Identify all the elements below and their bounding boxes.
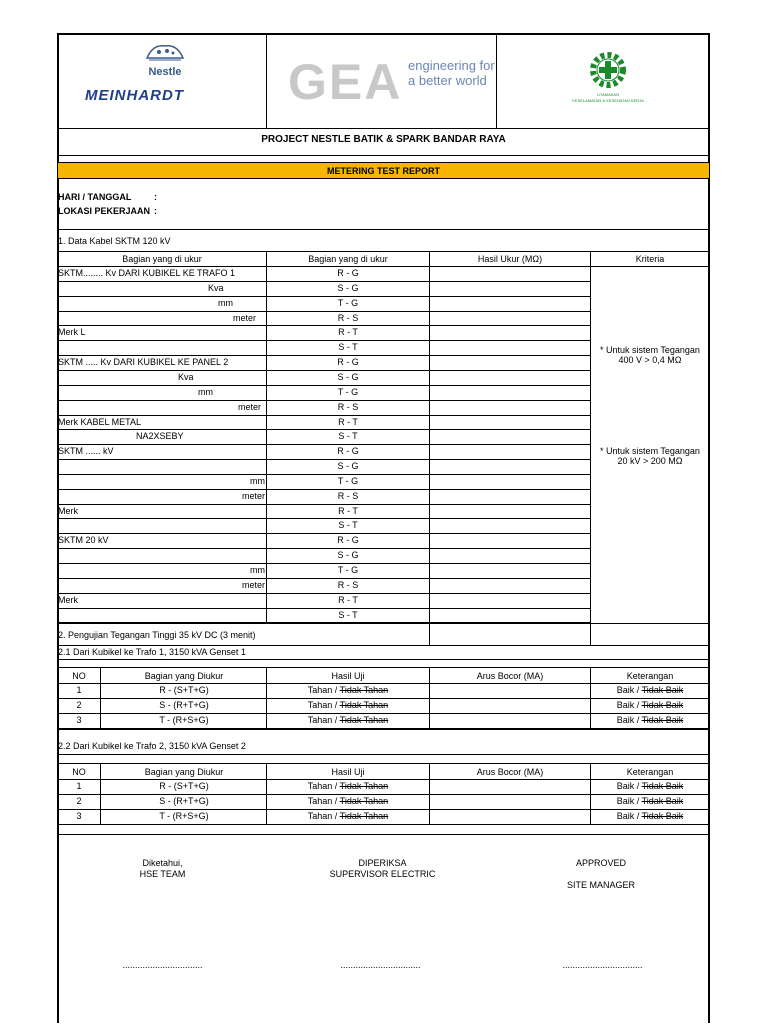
s2-row-hasil[interactable] xyxy=(267,794,429,808)
hasil-strike-text: Tidak Tahan xyxy=(339,781,389,791)
ket-strike-text: Tidak Baik xyxy=(641,781,684,791)
s1-result-cell[interactable] xyxy=(430,340,589,355)
report-title: METERING TEST REPORT xyxy=(326,166,440,176)
s1-result-cell[interactable] xyxy=(430,533,589,548)
s1-header-phase: Bagian yang di ukur xyxy=(308,254,388,264)
s2-row-keterangan[interactable] xyxy=(591,794,709,808)
s1-row-label: mm xyxy=(198,387,213,397)
hasil-ok-text: Tahan / xyxy=(307,700,340,710)
criteria-2-line1: * Untuk sistem Tegangan xyxy=(600,446,700,456)
hasil-strike-text: Tidak Tahan xyxy=(339,715,389,725)
ket-ok-text: Baik / xyxy=(616,796,642,806)
s1-row-phase: R - S xyxy=(337,313,359,323)
s2-row-arus[interactable] xyxy=(430,683,589,697)
s1-row-phase: R - S xyxy=(337,580,359,590)
s2-row-part: T - (R+S+G) xyxy=(159,715,209,725)
s1-row-label: Kva xyxy=(178,372,194,382)
s2-row-arus[interactable] xyxy=(430,698,589,712)
sign-line-supervisor: ................................ xyxy=(340,960,421,970)
ket-strike-text: Tidak Baik xyxy=(641,685,684,695)
s2-row-keterangan[interactable] xyxy=(591,713,709,727)
ket-strike-text: Tidak Baik xyxy=(641,715,684,725)
k3-line1: UTAMAKAN xyxy=(597,92,619,97)
s1-result-cell[interactable] xyxy=(430,593,589,608)
hasil-ok-text: Tahan / xyxy=(307,715,340,725)
s2-row-no: 2 xyxy=(76,700,82,710)
sign-col3-line1: APPROVED xyxy=(575,858,626,868)
ket-ok-text: Baik / xyxy=(616,685,642,695)
s2-row-arus[interactable] xyxy=(430,809,589,823)
s1-result-cell[interactable] xyxy=(430,385,589,400)
s1-row-label: SKTM ..... Kv DARI KUBIKEL KE PANEL 2 xyxy=(58,357,229,367)
k3-line2: KESELAMATAN & KESEHATAN KERJA xyxy=(572,98,644,103)
ket-ok-text: Baik / xyxy=(616,700,642,710)
s1-result-cell[interactable] xyxy=(430,608,589,623)
s2-header-cell: Bagian yang Diukur xyxy=(144,767,224,777)
section1-title: 1. Data Kabel SKTM 120 kV xyxy=(58,236,171,246)
s2-row-no: 3 xyxy=(76,811,82,821)
s1-row-phase: S - G xyxy=(337,461,359,471)
s1-row-phase: S - T xyxy=(338,520,358,530)
sign-col1-line2: HSE TEAM xyxy=(139,869,186,879)
s1-row-label: mm xyxy=(250,565,265,575)
gea-logo-text: GEA xyxy=(288,54,403,110)
s1-result-cell[interactable] xyxy=(430,311,589,326)
header-divider xyxy=(266,33,267,128)
s1-result-cell[interactable] xyxy=(430,281,589,296)
ket-strike-text: Tidak Baik xyxy=(641,796,684,806)
ket-ok-text: Baik / xyxy=(616,811,642,821)
s1-result-cell[interactable] xyxy=(430,518,589,533)
s1-row-phase: T - G xyxy=(337,565,359,575)
s1-row-phase: S - G xyxy=(337,550,359,560)
hasil-ok-text: Tahan / xyxy=(307,685,340,695)
s1-row-label: mm xyxy=(250,476,265,486)
s1-row-phase: R - G xyxy=(337,268,359,278)
location-separator: : xyxy=(154,206,157,216)
s1-row-phase: T - G xyxy=(337,387,359,397)
s1-result-cell[interactable] xyxy=(430,325,589,340)
s2-row-keterangan[interactable] xyxy=(591,683,709,697)
s2-row-hasil[interactable] xyxy=(267,683,429,697)
s1-result-cell[interactable] xyxy=(430,400,589,415)
s1-row-phase: T - G xyxy=(337,476,359,486)
ket-ok-text: Baik / xyxy=(616,781,642,791)
gea-tagline xyxy=(408,58,495,88)
s2-row-no: 1 xyxy=(76,781,82,791)
s1-result-cell[interactable] xyxy=(430,474,589,489)
s1-result-cell[interactable] xyxy=(430,266,589,281)
s2-header-cell: Arus Bocor (MA) xyxy=(476,671,544,681)
s2-row-hasil[interactable] xyxy=(267,698,429,712)
s1-result-cell[interactable] xyxy=(430,504,589,519)
s2-row-part: R - (S+T+G) xyxy=(159,685,209,695)
date-label: HARI / TANGGAL xyxy=(58,192,132,202)
s1-result-cell[interactable] xyxy=(430,296,589,311)
s1-row-phase: R - G xyxy=(337,357,359,367)
ket-strike-text: Tidak Baik xyxy=(641,700,684,710)
nestle-logo-text: Nestle xyxy=(148,66,182,78)
s1-result-cell[interactable] xyxy=(430,444,589,459)
s1-row-label: Merk xyxy=(58,595,78,605)
project-title: PROJECT NESTLE BATIK & SPARK BANDAR RAYA xyxy=(261,134,506,145)
s1-row-label: meter xyxy=(241,580,265,590)
s2-row-hasil[interactable] xyxy=(267,779,429,793)
s1-result-cell[interactable] xyxy=(430,355,589,370)
s1-result-cell[interactable] xyxy=(430,563,589,578)
s1-row-phase: R - T xyxy=(338,595,358,605)
sign-col2-line2: SUPERVISOR ELECTRIC xyxy=(329,869,436,879)
s1-row-label: meter xyxy=(233,313,257,323)
s1-row-label: meter xyxy=(238,402,262,412)
s2-header-cell: NO xyxy=(72,767,86,777)
s1-row-label: SKTM ...... kV xyxy=(58,446,114,456)
s2-header-cell: Keterangan xyxy=(626,671,674,681)
s2-row-no: 2 xyxy=(76,796,82,806)
criteria-1-line2: 400 V > 0,4 MΩ xyxy=(618,355,682,365)
section2-2-title: 2.2 Dari Kubikel ke Trafo 2, 3150 kVA Genset 2 xyxy=(58,741,246,751)
s1-row-label: NA2XSEBY xyxy=(136,431,184,441)
k3-gear-cross-icon xyxy=(588,50,628,90)
sign-line-hse: ................................ xyxy=(122,960,203,970)
s2-row-arus[interactable] xyxy=(430,779,589,793)
gea-logo xyxy=(288,54,408,110)
criteria-2-line2: 20 kV > 200 MΩ xyxy=(617,456,683,466)
s1-result-cell[interactable] xyxy=(430,489,589,504)
s1-header-result: Hasil Ukur (MΩ) xyxy=(477,254,543,264)
s1-row-phase: R - S xyxy=(337,402,359,412)
sign-col3-line2: SITE MANAGER xyxy=(566,880,635,890)
s1-result-cell[interactable] xyxy=(430,459,589,474)
s1-row-label: SKTM........ Kv DARI KUBIKEL KE TRAFO 1 xyxy=(58,268,236,278)
s1-row-label: meter xyxy=(241,491,265,501)
s1-row-label: Merk xyxy=(58,506,78,516)
sign-col2-line1: DIPERIKSA xyxy=(358,858,407,868)
s1-result-cell[interactable] xyxy=(430,415,589,430)
sign-col1-line1: Diketahui, xyxy=(142,858,183,868)
s2-header-cell: Keterangan xyxy=(626,767,674,777)
s2-row-keterangan[interactable] xyxy=(591,779,709,793)
s1-row-label: Kva xyxy=(208,283,224,293)
hasil-ok-text: Tahan / xyxy=(307,781,340,791)
s1-result-cell[interactable] xyxy=(430,429,589,444)
nestle-logo xyxy=(143,40,187,80)
s2-row-part: S - (R+T+G) xyxy=(159,700,209,710)
criteria-1-line1: * Untuk sistem Tegangan xyxy=(600,345,700,355)
sign-line-manager: ................................ xyxy=(562,960,643,970)
date-separator: : xyxy=(154,192,157,202)
s1-result-cell[interactable] xyxy=(430,370,589,385)
s2-row-arus[interactable] xyxy=(430,713,589,727)
s2-header-cell: Hasil Uji xyxy=(331,671,365,681)
s1-row-phase: S - G xyxy=(337,283,359,293)
hasil-strike-text: Tidak Tahan xyxy=(339,700,389,710)
s2-row-arus[interactable] xyxy=(430,794,589,808)
s1-row-phase: R - S xyxy=(337,491,359,501)
s2-header-cell: Arus Bocor (MA) xyxy=(476,767,544,777)
s2-row-hasil[interactable] xyxy=(267,809,429,823)
s1-row-phase: R - G xyxy=(337,535,359,545)
s1-row-phase: R - T xyxy=(338,327,358,337)
s2-row-part: R - (S+T+G) xyxy=(159,781,209,791)
s2-row-keterangan[interactable] xyxy=(591,698,709,712)
hasil-strike-text: Tidak Tahan xyxy=(339,685,389,695)
s2-row-hasil[interactable] xyxy=(267,713,429,727)
ket-ok-text: Baik / xyxy=(616,715,642,725)
s1-row-phase: S - T xyxy=(338,342,358,352)
hasil-ok-text: Tahan / xyxy=(307,811,340,821)
s1-result-cell[interactable] xyxy=(430,578,589,593)
s2-row-part: T - (R+S+G) xyxy=(159,811,209,821)
s1-row-phase: S - G xyxy=(337,372,359,382)
k3-logo xyxy=(560,50,656,104)
s1-header-criteria: Kriteria xyxy=(635,254,665,264)
s1-row-label: Merk L xyxy=(58,327,86,337)
meinhardt-logo: MEINHARDT xyxy=(85,87,184,104)
nestle-bird-icon xyxy=(143,40,187,66)
s2-row-no: 3 xyxy=(76,715,82,725)
s2-row-keterangan[interactable] xyxy=(591,809,709,823)
s1-row-phase: S - T xyxy=(338,431,358,441)
s1-row-label: mm xyxy=(218,298,233,308)
s1-row-phase: S - T xyxy=(338,610,358,620)
section2-title: 2. Pengujian Tegangan Tinggi 35 kV DC (3 menit) xyxy=(58,630,256,640)
s1-row-label: SKTM 20 kV xyxy=(58,535,109,545)
hasil-strike-text: Tidak Tahan xyxy=(339,811,389,821)
s2-header-cell: Hasil Uji xyxy=(331,767,365,777)
hasil-ok-text: Tahan / xyxy=(307,796,340,806)
s2-header-cell: Bagian yang Diukur xyxy=(144,671,224,681)
section2-1-title: 2.1 Dari Kubikel ke Trafo 1, 3150 kVA Genset 1 xyxy=(58,647,246,657)
s1-row-label: Merk KABEL METAL xyxy=(58,417,142,427)
s1-row-phase: R - T xyxy=(338,417,358,427)
hasil-strike-text: Tidak Tahan xyxy=(339,796,389,806)
s2-row-part: S - (R+T+G) xyxy=(159,796,209,806)
s1-row-phase: R - G xyxy=(337,446,359,456)
s1-row-phase: R - T xyxy=(338,506,358,516)
location-label: LOKASI PEKERJAAN xyxy=(58,206,151,216)
header-divider xyxy=(496,33,497,128)
s1-result-cell[interactable] xyxy=(430,548,589,563)
gea-tagline-line1: engineering for xyxy=(408,58,495,73)
s2-row-no: 1 xyxy=(76,685,82,695)
gea-tagline-line2: a better world xyxy=(408,73,487,88)
s2-header-cell: NO xyxy=(72,671,86,681)
ket-strike-text: Tidak Baik xyxy=(641,811,684,821)
s1-row-phase: T - G xyxy=(337,298,359,308)
s1-header-label: Bagian yang di ukur xyxy=(122,254,202,264)
